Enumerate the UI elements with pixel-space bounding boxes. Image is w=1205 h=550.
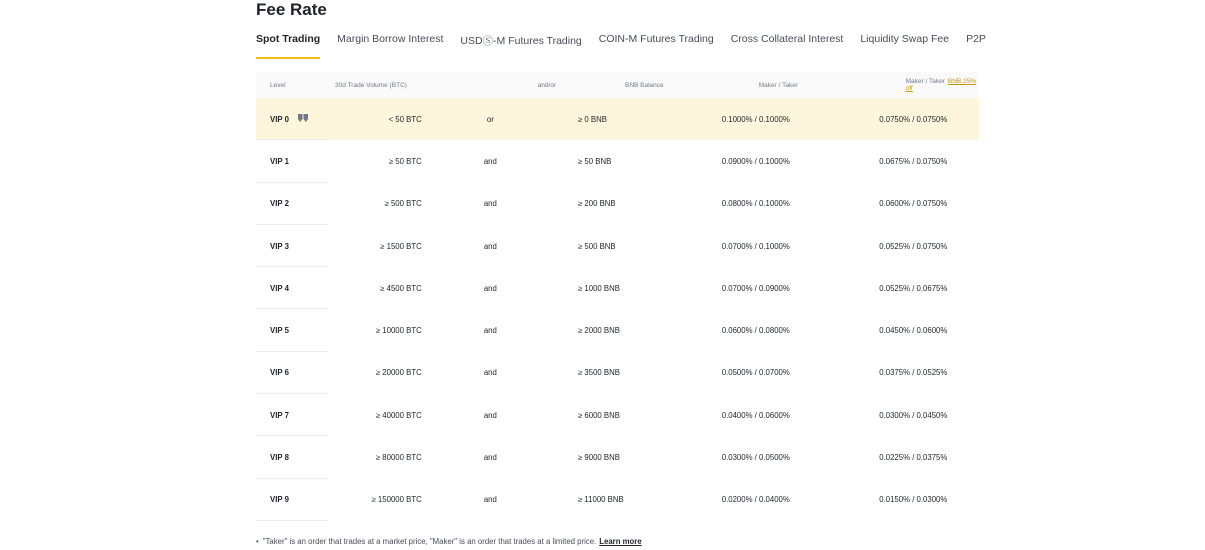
row-bnb-balance-text: ≥ 0 BNB (577, 114, 607, 124)
row-level (256, 157, 345, 166)
row-andor (422, 242, 559, 251)
bnb-discount-link[interactable]: BNB 25% off (905, 78, 977, 92)
row-bnb-balance-text: ≥ 2000 BNB (577, 326, 620, 336)
row-level-text: VIP 1 (270, 156, 289, 166)
row-volume (345, 453, 421, 462)
learn-more-link[interactable]: Learn more (599, 537, 642, 546)
tab-coin-m-futures[interactable]: COIN-M Futures Trading (598, 33, 714, 45)
table-header (256, 72, 979, 98)
row-volume (345, 495, 421, 504)
row-bnb-balance-text: ≥ 200 BNB (577, 199, 616, 209)
row-level (256, 495, 345, 504)
row-andor-text: and (483, 241, 497, 251)
row-maker-taker-bnb-text: 0.0375% / 0.0525% (879, 368, 948, 378)
row-maker-taker (664, 411, 848, 420)
row-level-text: VIP 5 (270, 326, 289, 336)
row-bnb-balance (559, 115, 664, 124)
row-level-text: VIP 0 (270, 114, 289, 124)
row-maker-taker-bnb-text: 0.0450% / 0.0600% (879, 326, 948, 336)
row-bnb-balance-text: ≥ 500 BNB (577, 241, 616, 251)
tab-p2p[interactable]: P2P (966, 33, 986, 45)
row-andor-text: and (483, 410, 497, 420)
row-maker-taker-bnb (848, 242, 979, 251)
row-level-text: VIP 2 (270, 199, 289, 209)
row-maker-taker-bnb-text: 0.0225% / 0.0375% (879, 453, 948, 463)
table-row (256, 352, 979, 394)
row-maker-taker (664, 368, 848, 377)
row-andor-text: or (486, 114, 494, 124)
row-volume (345, 368, 421, 377)
row-level (256, 242, 345, 251)
row-volume (345, 284, 421, 293)
row-andor-text: and (483, 326, 497, 336)
row-volume-text: ≥ 500 BTC (384, 199, 422, 209)
fee-table (256, 72, 979, 521)
table-row (256, 309, 979, 351)
row-andor-text: and (483, 156, 497, 166)
row-maker-taker (664, 115, 848, 124)
row-volume (345, 157, 421, 166)
row-maker-taker-bnb (848, 199, 979, 208)
table-row (256, 98, 979, 140)
row-volume-text: ≥ 80000 BTC (375, 453, 422, 463)
row-level-text: VIP 6 (270, 368, 289, 378)
bullet-icon: • (256, 537, 259, 546)
row-andor-text: and (483, 199, 497, 209)
footnote-text: "Taker" is an order that trades at a market price, "Maker" is an order that trades at a limited price. (262, 537, 597, 546)
tab-cross-collateral-interest[interactable]: Cross Collateral Interest (730, 33, 844, 45)
row-maker-taker-bnb-text: 0.0300% / 0.0450% (879, 410, 948, 420)
row-bnb-balance-text: ≥ 3500 BNB (577, 368, 620, 378)
row-divider (256, 520, 328, 521)
fee-tabs (256, 33, 1003, 60)
row-bnb-balance-text: ≥ 11000 BNB (577, 495, 624, 505)
row-level (256, 326, 345, 335)
page-title: Fee Rate (256, 0, 327, 19)
tab-spot-trading[interactable]: Spot Trading (256, 33, 320, 59)
row-maker-taker-bnb (848, 157, 979, 166)
row-bnb-balance (559, 495, 664, 504)
row-maker-taker-text: 0.0200% / 0.0400% (721, 495, 790, 505)
row-andor (422, 411, 559, 420)
row-maker-taker-bnb-text: 0.0150% / 0.0300% (879, 495, 948, 505)
row-maker-taker-bnb (848, 411, 979, 420)
row-volume (345, 242, 421, 251)
row-volume (345, 326, 421, 335)
row-maker-taker (664, 242, 848, 251)
row-maker-taker-bnb-text: 0.0750% / 0.0750% (879, 114, 948, 124)
header-andor: and/or (537, 81, 557, 89)
footnote (256, 537, 642, 546)
row-maker-taker-bnb-text: 0.0525% / 0.0750% (879, 241, 948, 251)
row-andor (422, 326, 559, 335)
header-maker-taker: Maker / Taker (758, 81, 799, 89)
row-andor (422, 115, 559, 124)
vip-badge-icon (298, 114, 308, 124)
row-maker-taker-bnb (848, 326, 979, 335)
header-volume: 30d Trade Volume (BTC) (335, 81, 407, 89)
row-volume-text: ≥ 10000 BTC (375, 326, 422, 336)
row-volume-text: ≥ 4500 BTC (380, 283, 422, 293)
header-maker-taker-bnb-label: Maker / Taker (905, 78, 945, 85)
row-volume-text: ≥ 1500 BTC (380, 241, 422, 251)
row-andor-text: and (483, 453, 497, 463)
row-level (256, 453, 345, 462)
table-row (256, 225, 979, 267)
row-level-text: VIP 3 (270, 241, 289, 251)
row-maker-taker-text: 0.1000% / 0.1000% (721, 114, 790, 124)
row-maker-taker-text: 0.0700% / 0.0900% (721, 283, 790, 293)
row-maker-taker-bnb (848, 495, 979, 504)
table-row (256, 183, 979, 225)
row-maker-taker (664, 495, 848, 504)
row-andor (422, 199, 559, 208)
row-volume-text: < 50 BTC (388, 114, 422, 124)
table-row (256, 394, 979, 436)
header-bnb-balance: BNB Balance (624, 81, 664, 89)
row-andor (422, 284, 559, 293)
row-bnb-balance-text: ≥ 1000 BNB (577, 283, 620, 293)
row-volume-text: ≥ 50 BTC (388, 156, 422, 166)
table-row (256, 436, 979, 478)
row-level-text: VIP 8 (270, 453, 289, 463)
row-andor-text: and (483, 495, 497, 505)
row-bnb-balance (559, 199, 664, 208)
row-bnb-balance (559, 411, 664, 420)
row-andor-text: and (483, 283, 497, 293)
row-volume-text: ≥ 20000 BTC (375, 368, 422, 378)
row-maker-taker-bnb (848, 453, 979, 462)
row-maker-taker-text: 0.0400% / 0.0600% (721, 410, 790, 420)
row-volume (345, 115, 421, 124)
row-maker-taker (664, 199, 848, 208)
row-bnb-balance (559, 326, 664, 335)
row-level (256, 411, 345, 420)
row-andor (422, 495, 559, 504)
header-level: Level (270, 81, 286, 89)
row-bnb-balance-text: ≥ 6000 BNB (577, 410, 620, 420)
row-level-text: VIP 4 (270, 283, 289, 293)
tab-usds-m-futures[interactable]: USDⓈ-M Futures Trading (460, 35, 582, 47)
row-andor (422, 368, 559, 377)
row-maker-taker (664, 157, 848, 166)
row-maker-taker-text: 0.0300% / 0.0500% (721, 453, 790, 463)
row-andor-text: and (483, 368, 497, 378)
row-maker-taker (664, 453, 848, 462)
row-maker-taker (664, 326, 848, 335)
row-volume-text: ≥ 40000 BTC (375, 410, 422, 420)
table-row (256, 140, 979, 182)
row-maker-taker-bnb-text: 0.0525% / 0.0675% (879, 283, 948, 293)
table-body (256, 98, 979, 521)
row-volume (345, 199, 421, 208)
row-maker-taker-bnb-text: 0.0675% / 0.0750% (879, 156, 948, 166)
row-maker-taker-bnb (848, 284, 979, 293)
tab-liquidity-swap-fee[interactable]: Liquidity Swap Fee (860, 33, 950, 45)
row-maker-taker-bnb-text: 0.0600% / 0.0750% (879, 199, 948, 209)
row-maker-taker-text: 0.0800% / 0.1000% (721, 199, 790, 209)
row-bnb-balance (559, 368, 664, 377)
row-maker-taker (664, 284, 848, 293)
row-level (256, 199, 345, 208)
table-row (256, 479, 979, 521)
header-maker-taker-bnb (858, 78, 979, 92)
row-bnb-balance (559, 242, 664, 251)
row-bnb-balance-text: ≥ 50 BNB (577, 156, 612, 166)
row-bnb-balance (559, 284, 664, 293)
row-maker-taker-text: 0.0600% / 0.0800% (721, 326, 790, 336)
row-maker-taker-bnb (848, 115, 979, 124)
row-level-text: VIP 9 (270, 495, 289, 505)
row-bnb-balance (559, 453, 664, 462)
row-level-text: VIP 7 (270, 410, 289, 420)
row-maker-taker-text: 0.0900% / 0.1000% (721, 156, 790, 166)
row-maker-taker-text: 0.0500% / 0.0700% (721, 368, 790, 378)
row-volume (345, 411, 421, 420)
table-row (256, 267, 979, 309)
row-bnb-balance (559, 157, 664, 166)
row-bnb-balance-text: ≥ 9000 BNB (577, 453, 620, 463)
row-maker-taker-text: 0.0700% / 0.1000% (721, 241, 790, 251)
row-maker-taker-bnb (848, 368, 979, 377)
row-level (256, 368, 345, 377)
row-level (256, 114, 345, 124)
row-andor (422, 157, 559, 166)
row-level (256, 284, 345, 293)
tab-margin-borrow-interest[interactable]: Margin Borrow Interest (337, 33, 444, 45)
row-andor (422, 453, 559, 462)
row-volume-text: ≥ 150000 BTC (371, 495, 422, 505)
